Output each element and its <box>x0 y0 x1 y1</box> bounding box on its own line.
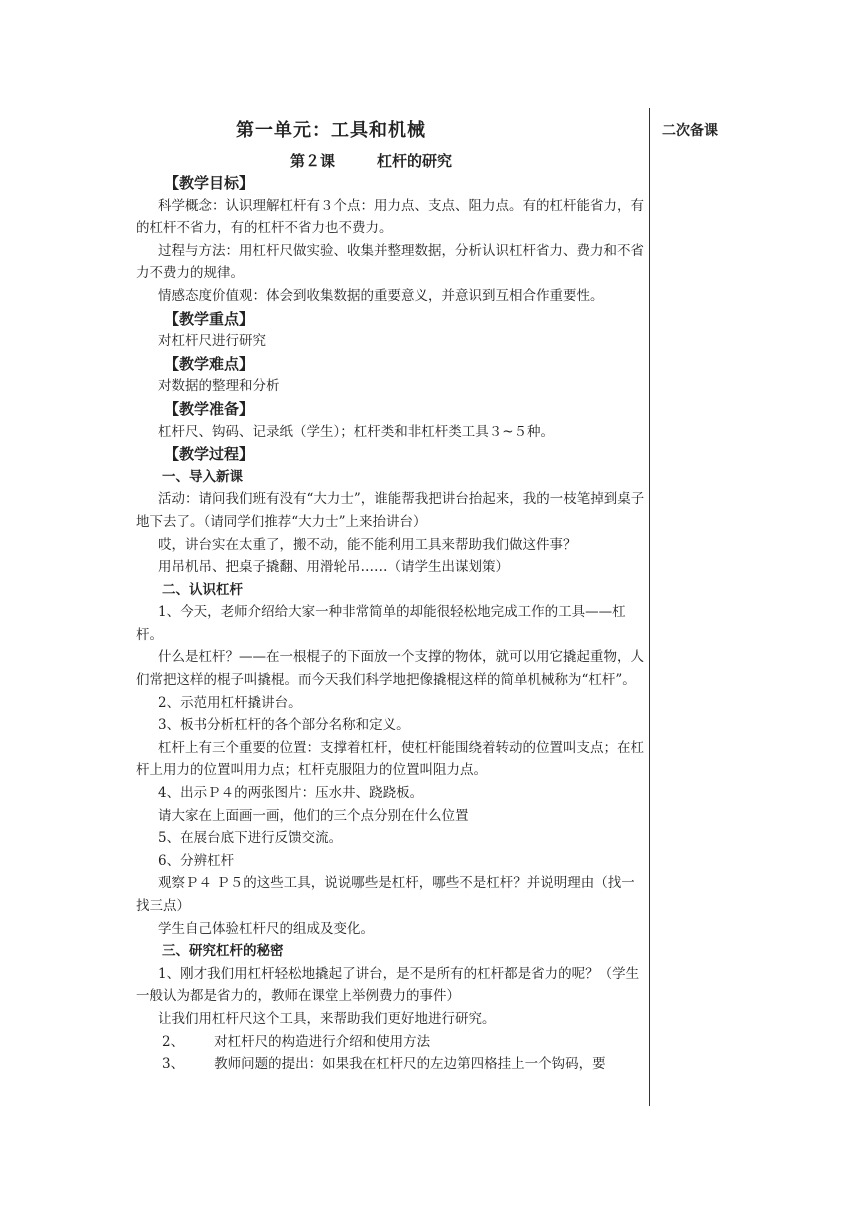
paragraph-lever-feedback: 5、在展台底下进行反馈交流。 <box>158 830 343 847</box>
paragraph-goal-process: 过程与方法：用杠杆尺做实验、收集并整理数据，分析认识杠杆省力、费力和不省力不费力的规律。 <box>136 242 644 282</box>
paragraph-preparation: 杠杆尺、钩码、记录纸（学生）；杠杆类和非杠杆类工具３~５种。 <box>158 423 555 440</box>
paragraph-secret-question: 1、刚才我们用杠杆轻松地撬起了讲台，是不是所有的杠杆都是省力的呢？（学生一般认为都是省力的，教师在课堂上举例费力的事件） <box>136 965 640 1005</box>
section-heading-goals: 【教学目标】 <box>164 174 255 192</box>
unit-title: 第一单元：工具和机械 <box>236 120 426 141</box>
paragraph-goal-concept: 科学概念：认识理解杠杆有３个点：用力点、支点、阻力点。有的杠杆能省力，有的杠杆不省力，有的杠杆不省力也不费力。 <box>136 197 644 237</box>
lesson-title <box>290 150 452 171</box>
paragraph-lever-observe: 观察Ｐ４ Ｐ５的这些工具，说说哪些是杠杆，哪些不是杠杆？并说明理由（找一找三点） <box>136 875 635 914</box>
paragraph-lever-pictures: 4、出示Ｐ４的两张图片：压水井、跷跷板。 <box>158 785 424 802</box>
lesson-name: 杠杆的研究 <box>377 152 453 170</box>
paragraph-intro-activity: 活动：请问我们班有没有“大力士”，谁能帮我把讲台抬起来，我的一枝笔掉到桌子地下去了。（请同学们推荐“大力士”上来抬讲台） <box>136 491 645 530</box>
paragraph-goal-emotion: 情感态度价值观：体会到收集数据的重要意义，并意识到互相合作重要性。 <box>158 287 604 304</box>
section-heading-process: 【教学过程】 <box>164 445 255 464</box>
part-heading-lever-secret: 三、研究杠杆的秘密 <box>162 943 284 960</box>
lesson-body <box>136 172 648 1076</box>
step-3-number: 3、 <box>162 1056 185 1073</box>
step-2-number: 2、 <box>162 1033 185 1050</box>
part-heading-introduction: 一、导入新课 <box>162 468 243 485</box>
paragraph-key-points: 对杠杆尺进行研究 <box>158 333 266 350</box>
section-heading-key-points: 【教学重点】 <box>164 309 255 328</box>
paragraph-secret-tool: 让我们用杠杆尺这个工具，来帮助我们更好地进行研究。 <box>158 1010 496 1027</box>
paragraph-intro-ideas: 用吊机吊、把桌子撬翻、用滑轮吊……（请学生出谋划策） <box>158 559 509 576</box>
step-3-text: 教师问题的提出：如果我在杠杆尺的左边第四格挂上一个钩码，要 <box>214 1056 606 1073</box>
step-2-text: 对杠杆尺的构造进行介绍和使用方法 <box>214 1033 431 1050</box>
lesson-number: 第２课 <box>290 152 336 170</box>
side-column-label: 二次备课 <box>662 123 718 139</box>
paragraph-intro-question: 哎，讲台实在太重了，搬不动，能不能利用工具来帮助我们做这件事？ <box>158 536 577 553</box>
paragraph-difficulties: 对数据的整理和分析 <box>158 378 280 395</box>
paragraph-lever-identify: 6、分辨杠杆 <box>158 852 235 869</box>
paragraph-lever-draw: 请大家在上面画一画，他们的三个点分别在什么位置 <box>158 807 469 824</box>
paragraph-lever-intro: 1、今天，老师介绍给大家一种非常简单的却能很轻松地完成工作的工具——杠杆。 <box>136 604 626 643</box>
paragraph-lever-experience: 学生自己体验杠杆尺的组成及变化。 <box>158 920 374 937</box>
paragraph-lever-demo: 2、示范用杠杆撬讲台。 <box>158 694 302 711</box>
paragraph-lever-board: 3、板书分析杠杆的各个部分名称和定义。 <box>158 717 410 734</box>
margin-divider-line <box>649 108 650 1106</box>
section-heading-preparation: 【教学准备】 <box>164 399 255 418</box>
paragraph-step-3 <box>136 1053 648 1076</box>
part-heading-know-lever: 二、认识杠杆 <box>162 581 243 598</box>
paragraph-step-2 <box>136 1031 648 1054</box>
section-heading-difficulties: 【教学难点】 <box>164 354 255 373</box>
paragraph-lever-definition: 什么是杠杆？——在一根棍子的下面放一个支撑的物体，就可以用它撬起重物，人们常把这样的棍子叫撬棍。而今天我们科学地把像撬棍这样的简单机械称为“杠杆”。 <box>136 649 644 689</box>
paragraph-lever-points: 杠杆上有三个重要的位置：支撑着杠杆，使杠杆能围绕着转动的位置叫支点；在杠杆上用力的位置叫用力点；杠杆克服阻力的位置叫阻力点。 <box>136 739 644 779</box>
